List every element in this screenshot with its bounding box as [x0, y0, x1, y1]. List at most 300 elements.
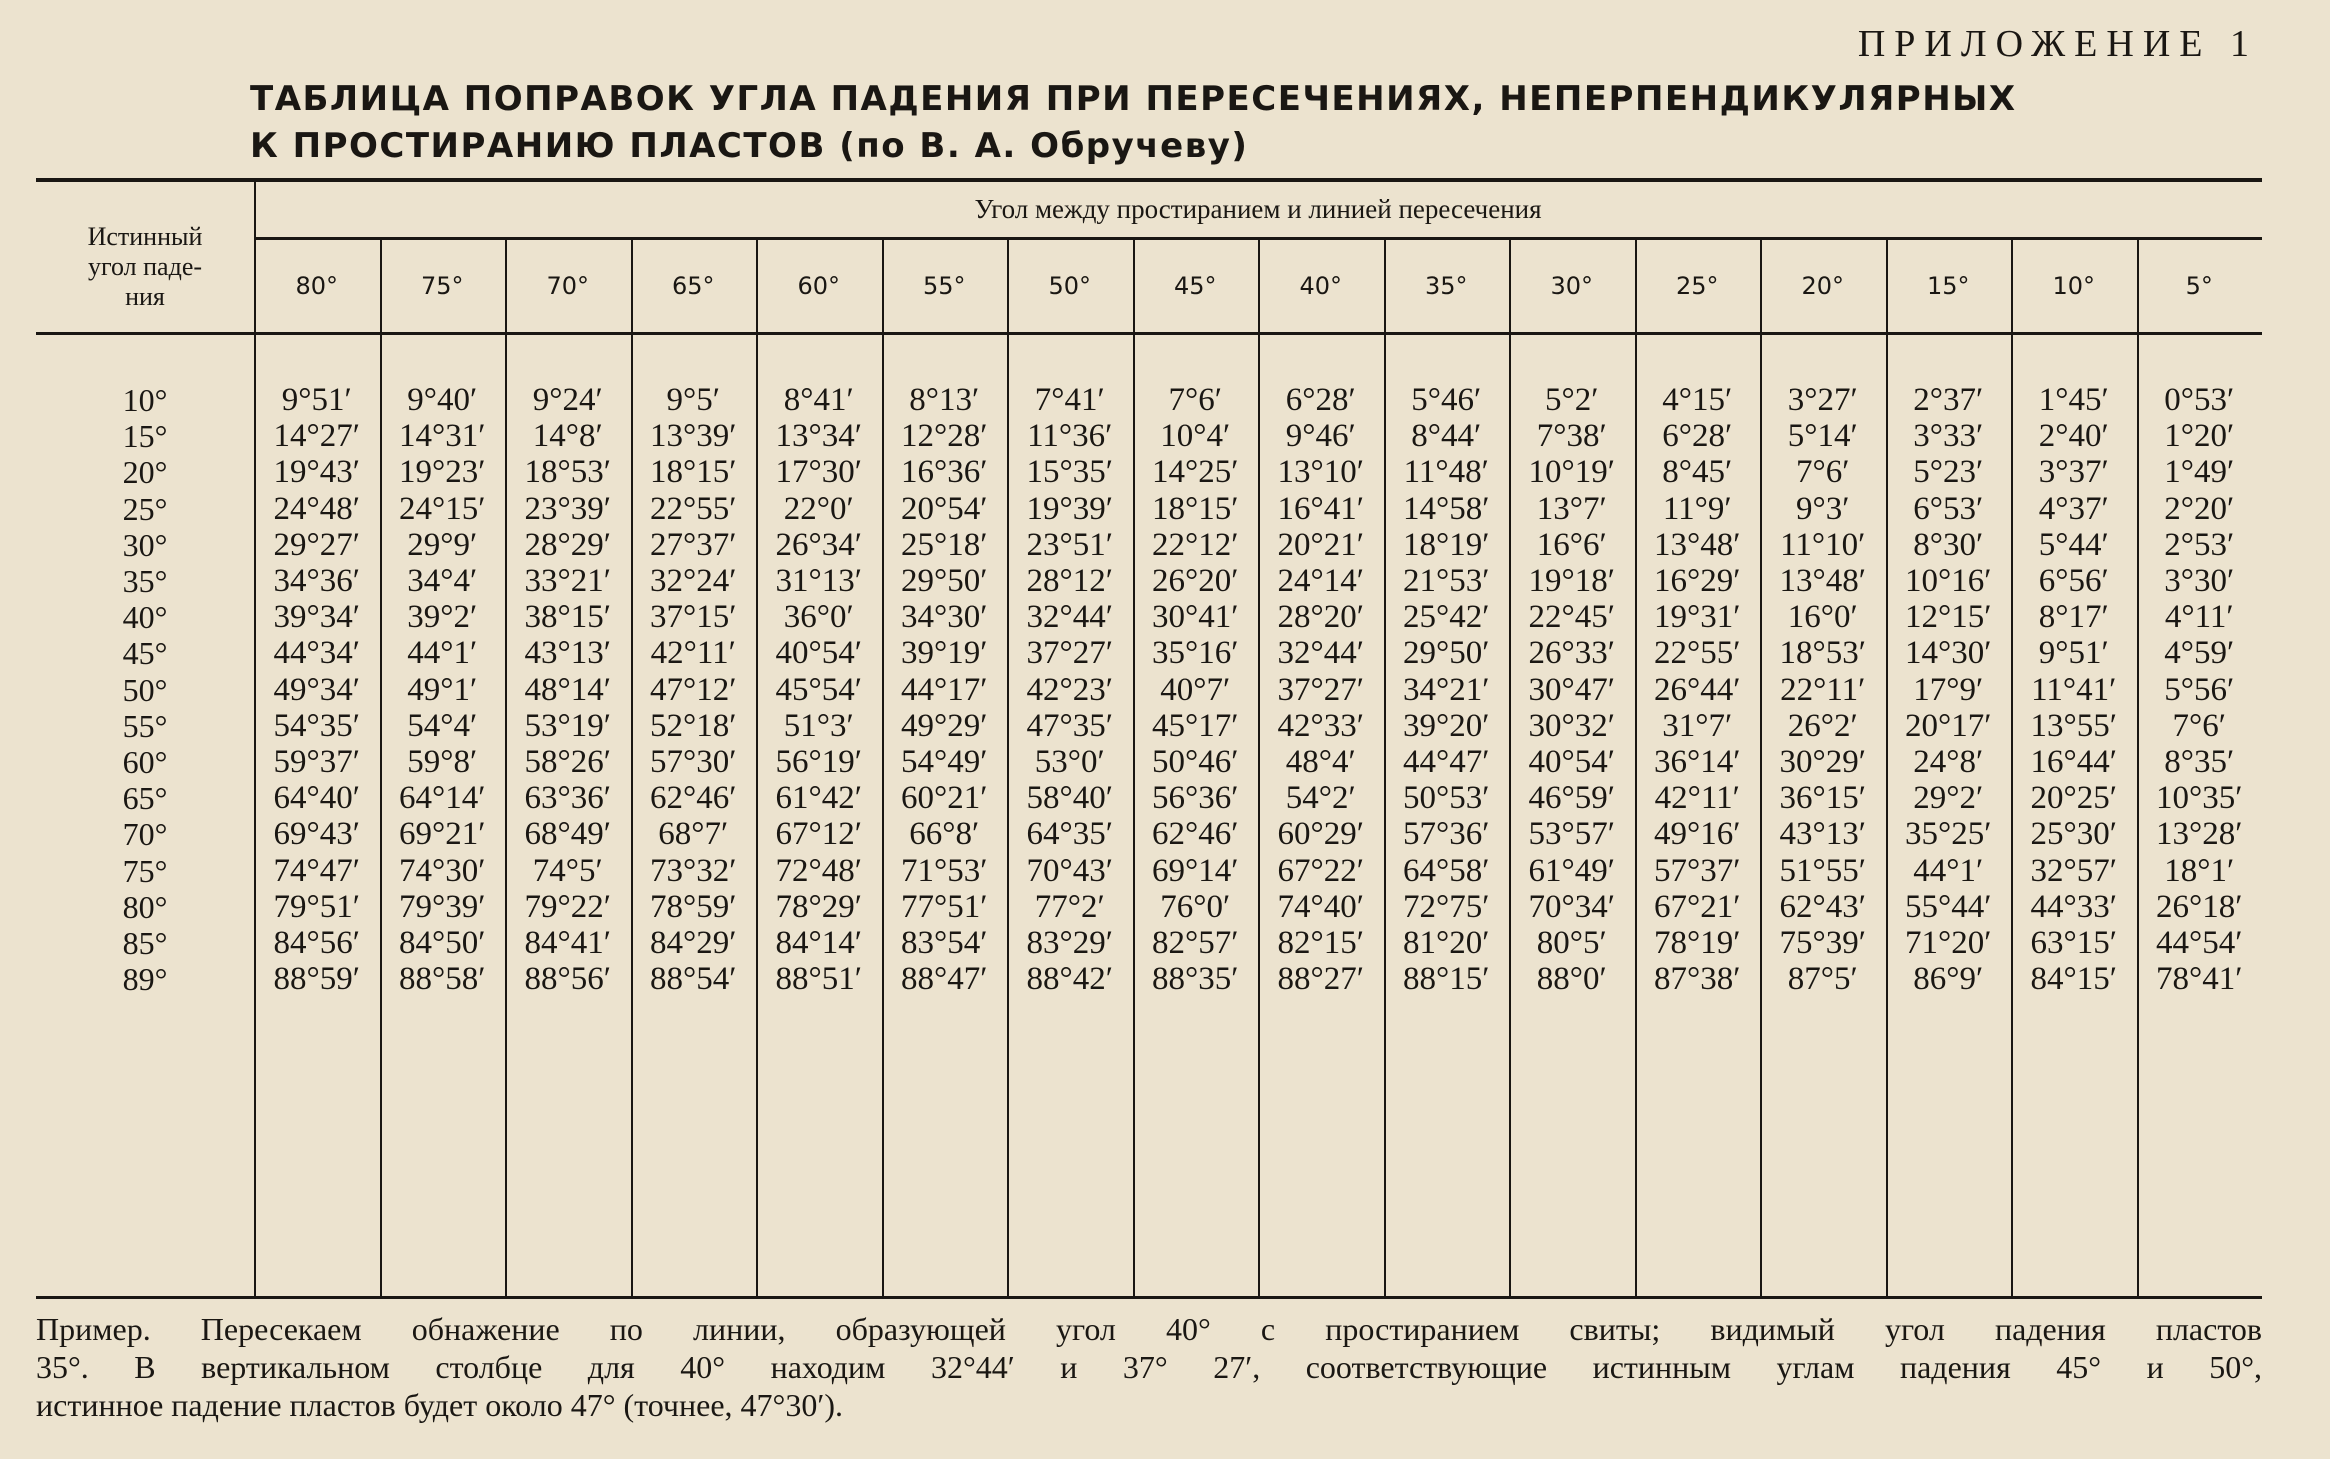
table-cell: 5°2′: [1545, 382, 1599, 418]
table-cell: 33°21′: [524, 563, 611, 599]
table-cell: 19°43′: [273, 454, 360, 491]
table-cell: 38°15′: [524, 599, 611, 636]
example-note: [36, 1310, 2262, 1424]
table-cell: 60°21′: [901, 780, 988, 817]
table-cell: 16°29′: [1654, 563, 1741, 599]
table-cell: 64°58′: [1403, 852, 1490, 889]
table-cell: 52°18′: [650, 707, 737, 744]
table-cell: 19°39′: [1026, 490, 1113, 527]
table-cell: 18°19′: [1403, 526, 1490, 563]
table-cell: 75°39′: [1779, 925, 1866, 961]
table-cell: 5°56′: [2164, 671, 2235, 708]
table-cell: 49°16′: [1654, 816, 1741, 853]
table-cell: 88°27′: [1277, 961, 1364, 998]
row-label: 35°: [122, 563, 168, 599]
row-label: 10°: [122, 382, 168, 418]
table-cell: 84°50′: [399, 925, 486, 961]
table-cell: 67°21′: [1654, 888, 1741, 925]
row-label: 65°: [122, 780, 168, 817]
table-cell: 9°3′: [1796, 490, 1850, 527]
table-cell: 43°13′: [1779, 816, 1866, 853]
table-cell: 34°4′: [407, 563, 478, 599]
table-cell: 73°32′: [650, 852, 737, 889]
column-header: 25°: [1675, 272, 1719, 300]
table-cell: 37°27′: [1026, 635, 1113, 672]
table-cell: 13°39′: [650, 418, 737, 455]
row-label: 75°: [122, 852, 168, 889]
row-label: 50°: [122, 671, 168, 708]
correction-table: [36, 178, 2262, 1299]
table-cell: 47°12′: [650, 671, 737, 708]
column-header: 45°: [1173, 272, 1217, 300]
table-cell: 84°14′: [775, 925, 862, 961]
table-cell: 88°47′: [901, 961, 988, 998]
table-cell: 24°14′: [1277, 563, 1364, 599]
note-line: истинное падение пластов будет около 47° (точнее, 47°30′).: [36, 1387, 843, 1423]
table-cell: 72°48′: [775, 852, 862, 889]
table-cell: 48°14′: [524, 671, 611, 708]
table-cell: 1°45′: [2038, 382, 2109, 418]
row-label: 70°: [122, 816, 168, 853]
table-cell: 13°55′: [2030, 707, 2117, 744]
table-cell: 83°29′: [1026, 925, 1113, 961]
table-cell: 79°22′: [524, 888, 611, 925]
table-cell: 86°9′: [1913, 961, 1984, 998]
table-cell: 30°32′: [1528, 707, 1615, 744]
table-cell: 26°2′: [1787, 707, 1858, 744]
table-cell: 64°14′: [399, 780, 486, 817]
table-cell: 69°14′: [1152, 852, 1239, 889]
table-cell: 51°55′: [1779, 852, 1866, 889]
table-cell: 4°59′: [2164, 635, 2235, 672]
table-cell: 84°56′: [273, 925, 360, 961]
table-cell: 63°15′: [2030, 925, 2117, 961]
table-cell: 64°35′: [1026, 816, 1113, 853]
table-cell: 5°44′: [2038, 526, 2109, 563]
table-cell: 59°37′: [273, 744, 360, 780]
table-cell: 88°58′: [399, 961, 486, 998]
table-cell: 88°15′: [1403, 961, 1490, 998]
table-cell: 14°58′: [1403, 490, 1490, 527]
table-cell: 7°41′: [1034, 382, 1105, 418]
table-cell: 13°48′: [1779, 563, 1866, 599]
table-cell: 45°54′: [775, 671, 862, 708]
table-cell: 9°46′: [1285, 418, 1356, 455]
table-cell: 54°35′: [273, 707, 360, 744]
stub-header-line: Истинный: [87, 222, 203, 251]
table-cell: 22°12′: [1152, 526, 1239, 563]
table-cell: 74°5′: [532, 852, 603, 889]
table-cell: 59°8′: [407, 744, 478, 780]
table-cell: 35°25′: [1905, 816, 1992, 853]
table-cell: 12°28′: [901, 418, 988, 455]
header-rule: [36, 332, 2262, 335]
table-cell: 64°40′: [273, 780, 360, 817]
table-cell: 53°19′: [524, 707, 611, 744]
table-cell: 29°50′: [1403, 635, 1490, 672]
table-cell: 28°12′: [1026, 563, 1113, 599]
table-cell: 7°6′: [2172, 707, 2226, 744]
table-cell: 51°3′: [783, 707, 854, 744]
stub-header: [36, 222, 254, 312]
table-cell: 84°29′: [650, 925, 737, 961]
row-label: 15°: [122, 418, 168, 455]
table-cell: 23°51′: [1026, 526, 1113, 563]
table-cell: 62°46′: [650, 780, 737, 817]
table-cell: 53°0′: [1034, 744, 1105, 780]
column-header: 65°: [671, 272, 715, 300]
table-cell: 25°18′: [901, 526, 988, 563]
table-cell: 9°5′: [666, 382, 720, 418]
table-cell: 81°20′: [1403, 925, 1490, 961]
table-cell: 13°48′: [1654, 526, 1741, 563]
table-cell: 79°51′: [273, 888, 360, 925]
table-cell: 36°15′: [1779, 780, 1866, 817]
table-cell: 9°51′: [2038, 635, 2109, 672]
row-label: 20°: [122, 454, 168, 491]
table-cell: 44°1′: [407, 635, 478, 672]
table-cell: 4°15′: [1662, 382, 1733, 418]
table-cell: 7°6′: [1796, 454, 1850, 491]
table-cell: 9°40′: [407, 382, 478, 418]
table-cell: 11°36′: [1027, 418, 1113, 455]
table-cell: 25°30′: [2030, 816, 2117, 853]
table-cell: 34°36′: [273, 563, 360, 599]
table-cell: 42°33′: [1277, 707, 1364, 744]
table-cell: 2°37′: [1913, 382, 1984, 418]
table-cell: 61°42′: [775, 780, 862, 817]
table-cell: 88°56′: [524, 961, 611, 998]
table-cell: 7°38′: [1536, 418, 1607, 455]
table-cell: 12°15′: [1905, 599, 1992, 636]
column-header: 40°: [1299, 272, 1343, 300]
table-cell: 18°15′: [1152, 490, 1239, 527]
table-cell: 88°51′: [775, 961, 862, 998]
table-cell: 22°55′: [650, 490, 737, 527]
table-cell: 42°23′: [1026, 671, 1113, 708]
table-cell: 10°16′: [1905, 563, 1992, 599]
row-label: 45°: [122, 635, 168, 672]
table-cell: 49°34′: [273, 671, 360, 708]
table-cell: 42°11′: [650, 635, 736, 672]
row-label: 55°: [122, 707, 168, 744]
table-cell: 20°25′: [2030, 780, 2117, 817]
table-cell: 4°11′: [2164, 599, 2234, 636]
table-cell: 50°46′: [1152, 744, 1239, 780]
table-cell: 32°44′: [1277, 635, 1364, 672]
table-cell: 68°49′: [524, 816, 611, 853]
table-cell: 7°6′: [1168, 382, 1222, 418]
table-cell: 69°43′: [273, 816, 360, 853]
note-line: 35°. В вертикальном столбце для 40° находим 32°44′ и 37° 27′, соответствующие истинным углам падения 45° и 50°,: [36, 1349, 2262, 1385]
row-label: 89°: [122, 961, 168, 998]
table-cell: 13°34′: [775, 418, 862, 455]
table-cell: 20°21′: [1277, 526, 1364, 563]
table-cell: 78°59′: [650, 888, 737, 925]
table-cell: 67°12′: [775, 816, 862, 853]
appendix-label: ПРИЛОЖЕНИЕ 1: [1857, 23, 2258, 65]
table-cell: 77°51′: [901, 888, 988, 925]
stub-header-line: ния: [125, 282, 165, 311]
table-cell: 22°11′: [1780, 671, 1866, 708]
table-cell: 26°34′: [775, 526, 862, 563]
table-cell: 28°20′: [1277, 599, 1364, 636]
table-cell: 46°59′: [1528, 780, 1615, 817]
table-cell: 31°13′: [775, 563, 862, 599]
table-cell: 1°49′: [2164, 454, 2235, 491]
table-cell: 48°4′: [1285, 744, 1356, 780]
table-cell: 27°37′: [650, 526, 737, 563]
title-line-1: ТАБЛИЦА ПОПРАВОК УГЛА ПАДЕНИЯ ПРИ ПЕРЕСЕЧЕНИЯХ, НЕПЕРПЕНДИКУЛЯРНЫХ: [250, 79, 2017, 119]
table-cell: 49°1′: [407, 671, 478, 708]
table-cell: 26°33′: [1528, 635, 1615, 672]
table-cell: 22°45′: [1528, 599, 1615, 636]
table-cell: 4°37′: [2038, 490, 2109, 527]
table-cell: 8°13′: [909, 382, 980, 418]
table-cell: 24°15′: [399, 490, 486, 527]
column-header: 60°: [797, 272, 841, 300]
table-cell: 16°44′: [2030, 744, 2117, 780]
table-cell: 6°28′: [1285, 382, 1356, 418]
table-cell: 84°15′: [2030, 961, 2117, 998]
table-cell: 20°54′: [901, 490, 988, 527]
table-cell: 28°29′: [524, 526, 611, 563]
table-cell: 3°33′: [1913, 418, 1984, 455]
table-cell: 8°35′: [2164, 744, 2235, 780]
row-label: 60°: [122, 744, 168, 780]
table-cell: 11°48′: [1403, 454, 1489, 491]
table-cell: 43°13′: [524, 635, 611, 672]
table-cell: 62°43′: [1779, 888, 1866, 925]
column-header: 70°: [546, 272, 590, 300]
table-cell: 62°46′: [1152, 816, 1239, 853]
table-cell: 13°10′: [1277, 454, 1364, 491]
table-cell: 13°7′: [1536, 490, 1607, 527]
table-cell: 10°35′: [2156, 780, 2243, 817]
table-cell: 30°41′: [1152, 599, 1239, 636]
table-cell: 37°27′: [1277, 671, 1364, 708]
table-cell: 21°53′: [1403, 563, 1490, 599]
table-cell: 67°22′: [1277, 852, 1364, 889]
table-cell: 44°33′: [2030, 888, 2117, 925]
table-cell: 63°36′: [524, 780, 611, 817]
table-cell: 37°15′: [650, 599, 737, 636]
table-cell: 70°43′: [1026, 852, 1113, 889]
table-cell: 50°53′: [1403, 780, 1490, 817]
table-cell: 58°40′: [1026, 780, 1113, 817]
table-cell: 26°20′: [1152, 563, 1239, 599]
table-cell: 26°44′: [1654, 671, 1741, 708]
stub-header-line: угол паде-: [87, 252, 203, 281]
table-cell: 24°48′: [273, 490, 360, 527]
table-cell: 88°42′: [1026, 961, 1113, 998]
column-header: 80°: [295, 272, 339, 300]
table-cell: 13°28′: [2156, 816, 2243, 853]
page-title: [250, 76, 2017, 170]
table-cell: 79°39′: [399, 888, 486, 925]
table-cell: 6°53′: [1913, 490, 1984, 527]
table-cell: 82°57′: [1152, 925, 1239, 961]
table-cell: 9°24′: [532, 382, 603, 418]
table-cell: 74°30′: [399, 852, 486, 889]
table-cell: 2°53′: [2164, 526, 2235, 563]
column-header: 15°: [1926, 272, 1970, 300]
table-cell: 14°25′: [1152, 454, 1239, 491]
spanner-header: Угол между простиранием и линией пересечения: [974, 194, 1542, 224]
table-cell: 17°30′: [775, 454, 862, 491]
table-cell: 1°20′: [2164, 418, 2235, 455]
table-cell: 88°35′: [1152, 961, 1239, 998]
table-cell: 19°31′: [1654, 599, 1741, 636]
table-cell: 47°35′: [1026, 707, 1113, 744]
table-cell: 61°49′: [1528, 852, 1615, 889]
table-cell: 39°20′: [1403, 707, 1490, 744]
table-cell: 29°9′: [407, 526, 478, 563]
table-cell: 11°10′: [1780, 526, 1866, 563]
table-cell: 19°18′: [1528, 563, 1615, 599]
table-cell: 57°37′: [1654, 852, 1741, 889]
table-cell: 82°15′: [1277, 925, 1364, 961]
table-cell: 5°14′: [1787, 418, 1858, 455]
column-header: 50°: [1048, 272, 1092, 300]
table-cell: 16°6′: [1536, 526, 1607, 563]
table-cell: 30°47′: [1528, 671, 1615, 708]
table-cell: 69°21′: [399, 816, 486, 853]
row-label: 80°: [122, 888, 168, 925]
table-cell: 6°28′: [1662, 418, 1733, 455]
table-cell: 45°17′: [1152, 707, 1239, 744]
table-cell: 18°1′: [2164, 852, 2235, 889]
table-cell: 71°53′: [901, 852, 988, 889]
table-cell: 44°47′: [1403, 744, 1490, 780]
table-cell: 26°18′: [2156, 888, 2243, 925]
table-cell: 76°0′: [1160, 888, 1231, 925]
table-cell: 78°19′: [1654, 925, 1741, 961]
table-cell: 32°44′: [1026, 599, 1113, 636]
table-cell: 57°36′: [1403, 816, 1490, 853]
table-cell: 15°35′: [1026, 454, 1113, 491]
table-cell: 68°7′: [658, 816, 729, 853]
table-cell: 54°2′: [1285, 780, 1356, 817]
table-cell: 40°7′: [1160, 671, 1231, 708]
table-cell: 32°57′: [2030, 852, 2117, 889]
table-cell: 88°0′: [1536, 961, 1607, 998]
table-cell: 84°41′: [524, 925, 611, 961]
table-cell: 36°14′: [1654, 744, 1741, 780]
table-cell: 74°40′: [1277, 888, 1364, 925]
table-cell: 56°36′: [1152, 780, 1239, 817]
table-cell: 2°40′: [2038, 418, 2109, 455]
row-label: 85°: [122, 925, 168, 961]
table-cell: 16°0′: [1787, 599, 1858, 636]
table-cell: 80°5′: [1536, 925, 1607, 961]
table-cell: 44°1′: [1913, 852, 1984, 889]
column-header: 20°: [1801, 272, 1845, 300]
table-cell: 39°19′: [901, 635, 988, 672]
table-cell: 70°34′: [1528, 888, 1615, 925]
table-cell: 83°54′: [901, 925, 988, 961]
table-cell: 57°30′: [650, 744, 737, 780]
table-cell: 60°29′: [1277, 816, 1364, 853]
table-cell: 3°27′: [1787, 382, 1858, 418]
table-cell: 74°47′: [273, 852, 360, 889]
table-cell: 0°53′: [2164, 382, 2235, 418]
table-cell: 88°54′: [650, 961, 737, 998]
table-cell: 34°30′: [901, 599, 988, 636]
note-line: Пример. Пересекаем обнажение по линии, образующей угол 40° с простиранием свиты; видимый угол падения пластов: [36, 1311, 2262, 1347]
table-cell: 44°34′: [273, 635, 360, 672]
table-cell: 24°8′: [1913, 744, 1984, 780]
table-cell: 10°4′: [1160, 418, 1231, 455]
table-cell: 8°17′: [2038, 599, 2109, 636]
table-cell: 31°7′: [1662, 707, 1733, 744]
table-cell: 8°30′: [1913, 526, 1984, 563]
table-cell: 44°54′: [2156, 925, 2243, 961]
table-cell: 53°57′: [1528, 816, 1615, 853]
table-cell: 49°29′: [901, 707, 988, 744]
table-cell: 29°50′: [901, 563, 988, 599]
column-header: 75°: [420, 272, 464, 300]
table-cell: 18°53′: [524, 454, 611, 491]
table-cell: 14°30′: [1905, 635, 1992, 672]
table-cell: 8°41′: [783, 382, 854, 418]
table-cell: 36°0′: [783, 599, 854, 636]
table-cell: 6°56′: [2038, 563, 2109, 599]
column-header: 55°: [922, 272, 966, 300]
table-cell: 5°23′: [1913, 454, 1984, 491]
table-cell: 16°36′: [901, 454, 988, 491]
column-header: 35°: [1424, 272, 1468, 300]
table-cell: 72°75′: [1403, 888, 1490, 925]
table-cell: 35°16′: [1152, 635, 1239, 672]
table-cell: 32°24′: [650, 563, 737, 599]
table-cell: 71°20′: [1905, 925, 1992, 961]
table-cell: 14°8′: [532, 418, 603, 455]
table-cell: 2°20′: [2164, 490, 2235, 527]
table-cell: 3°30′: [2164, 563, 2235, 599]
table-cell: 29°2′: [1913, 780, 1984, 817]
table-cell: 16°41′: [1277, 490, 1364, 527]
column-header: 10°: [2052, 272, 2096, 300]
table-cell: 9°51′: [281, 382, 352, 418]
table-cell: 77°2′: [1034, 888, 1105, 925]
table-cell: 55°44′: [1905, 888, 1992, 925]
table-cell: 87°38′: [1654, 961, 1741, 998]
table-cell: 39°34′: [273, 599, 360, 636]
table-cell: 18°15′: [650, 454, 737, 491]
table-cell: 54°4′: [407, 707, 478, 744]
table-cell: 88°59′: [273, 961, 360, 998]
table-cell: 19°23′: [399, 454, 486, 491]
row-label: 40°: [122, 599, 168, 636]
table-cell: 10°19′: [1528, 454, 1615, 491]
table-cell: 66°8′: [909, 816, 980, 853]
table-cell: 14°27′: [273, 418, 360, 455]
table-cell: 22°55′: [1654, 635, 1741, 672]
row-label: 25°: [122, 490, 168, 527]
table-cell: 20°17′: [1905, 707, 1992, 744]
table-cell: 40°54′: [775, 635, 862, 672]
table-cell: 5°46′: [1411, 382, 1482, 418]
title-line-2: К ПРОСТИРАНИЮ ПЛАСТОВ (по В. А. Обручеву): [250, 126, 1249, 166]
table-cell: 8°45′: [1662, 454, 1733, 491]
table-cell: 11°41′: [2031, 671, 2117, 708]
table-cell: 18°53′: [1779, 635, 1866, 672]
table-cell: 17°9′: [1913, 671, 1984, 708]
table-cell: 87°5′: [1787, 961, 1858, 998]
table-cell: 23°39′: [524, 490, 611, 527]
table-cell: 40°54′: [1528, 744, 1615, 780]
